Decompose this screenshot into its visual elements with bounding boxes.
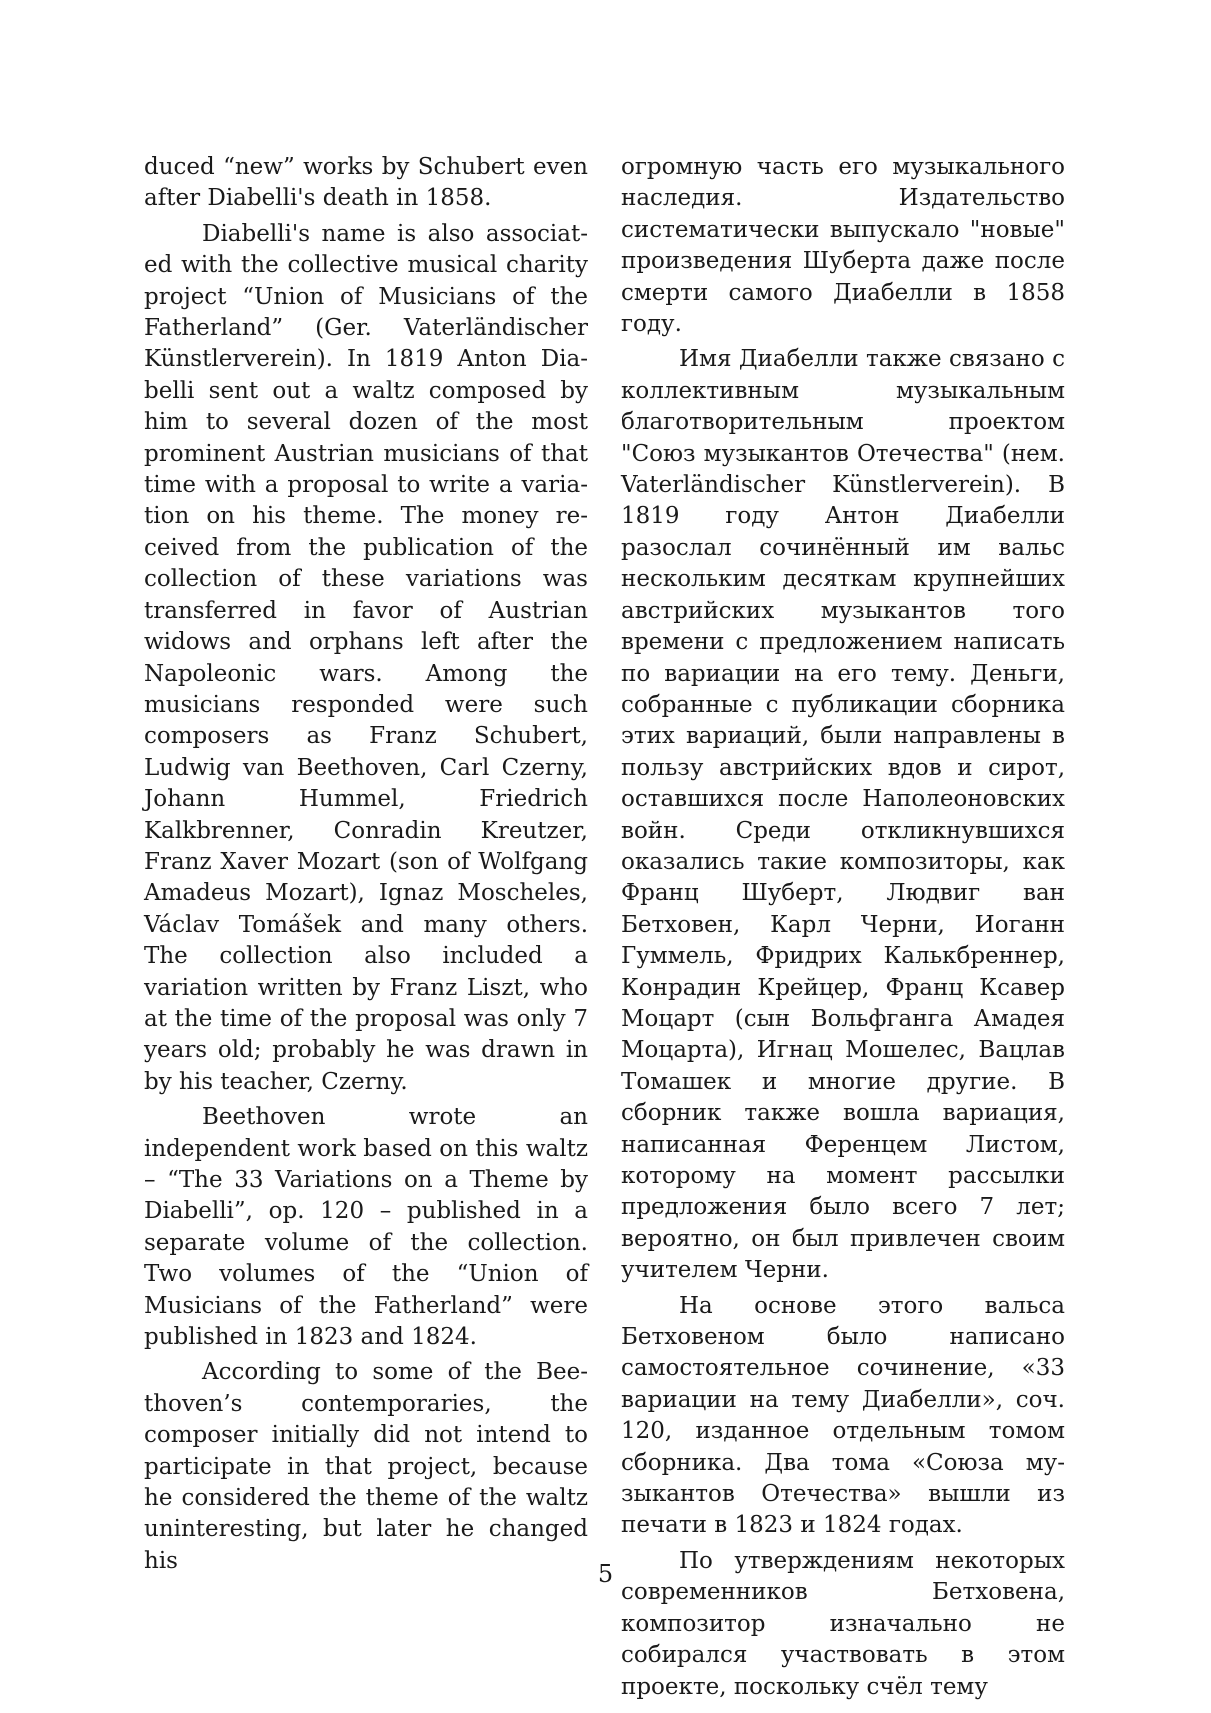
ru-paragraph-1: огромную часть его музыкального наследия. Издательство систематически выпускало "новые" произведения Шуберта даже после смерти самого Диабелли в 1858 году. — [621, 154, 1065, 338]
russian-column — [621, 152, 1065, 1707]
ru-paragraph-2: Имя Диабелли также связано с коллективным музыкальным благотворительным проектом "Союз музыкантов Отечества" (нем. Vaterländischer Künstlerverein). В 1819 году Антон Диабелли разослал сочинённый им вальс нескольким десяткам крупнейших австрийских музыкантов того времени с предложением написать по вариации на его тему. Деньги, собранные с публикации сборника этих вариаций, были направлены в пользу австрийских вдов и сирот, оставшихся после Наполеоновских войн. Среди откликнувшихся оказались такие композиторы, как Франц Шуберт, Людвиг ван Бетховен, Карл Черни, Иоганн Гуммель, Фридрих Калькбреннер, Конрадин Крейцер, Франц Ксавер Моцарт (сын Вольфганга Амадея Моцарта), Игнац Мошелес, Вацлав Томашек и многие другие. В сборник также вошла вариация, написанная Ференцем Листом, которому на момент рассылки предложения было всего 7 лет; вероятно, он был привлечен своим учителем Черни. — [621, 346, 1065, 1284]
ru-paragraph-4: По утверждениям некоторых современников Бетховена, композитор изначально не собирался участвовать в этом проекте, поскольку счёл тему — [621, 1547, 1065, 1700]
english-column — [144, 152, 588, 1581]
ru-paragraph-3: На основе этого вальса Бетховеном было написано самостоятельное сочинение, «33 вариации на тему Диабелли», соч. 120, изданное отдельным томом сборника. Два тома «Союза музыкантов Отечества» вышли из печати в 1823 и 1824 годах. — [621, 1292, 1065, 1539]
en-paragraph-3: Beethoven wrote an independent work based on this waltz – “The 33 Variations on a Theme by Diabelli”, op. 120 – published in a separate volume of the collection. Two volumes of the “Union of Musicians of the Fatherland” were published in 1823 and 1824. — [144, 1104, 588, 1351]
page-number: 5 — [597, 1560, 614, 1588]
en-paragraph-2: Diabelli's name is also associated with the collective musical charity project “Union of Musicians of the Fatherland” (Ger. Vaterländischer Künstlerverein). In 1819 Anton Diabelli sent out a waltz composed by him to several dozen of the most prominent Austrian musicians of that time with a proposal to write a variation on his theme. The money received from the publication of the collection of these variations was transferred in favor of Austrian widows and orphans left after the Napoleonic wars. Among the musicians responded were such composers as Franz Schubert, Ludwig van Beethoven, Carl Czerny, Johann Hummel, Friedrich Kalkbrenner, Conradin Kreutzer, Franz Xaver Mozart (son of Wolfgang Amadeus Mozart), Ignaz Moscheles, Václav Tomášek and many others. The collection also included a variation written by Franz Liszt, who at the time of the proposal was only 7 years old; probably he was drawn in by his teacher, Czerny. — [144, 220, 588, 1095]
en-paragraph-4: According to some of the Beethoven’s contemporaries, the composer initially did not intend to participate in that project, because he considered the theme of the waltz uninteresting, but later he changed his — [144, 1359, 588, 1574]
en-paragraph-1: duced “new” works by Schubert even after Diabelli's death in 1858. — [144, 154, 588, 212]
